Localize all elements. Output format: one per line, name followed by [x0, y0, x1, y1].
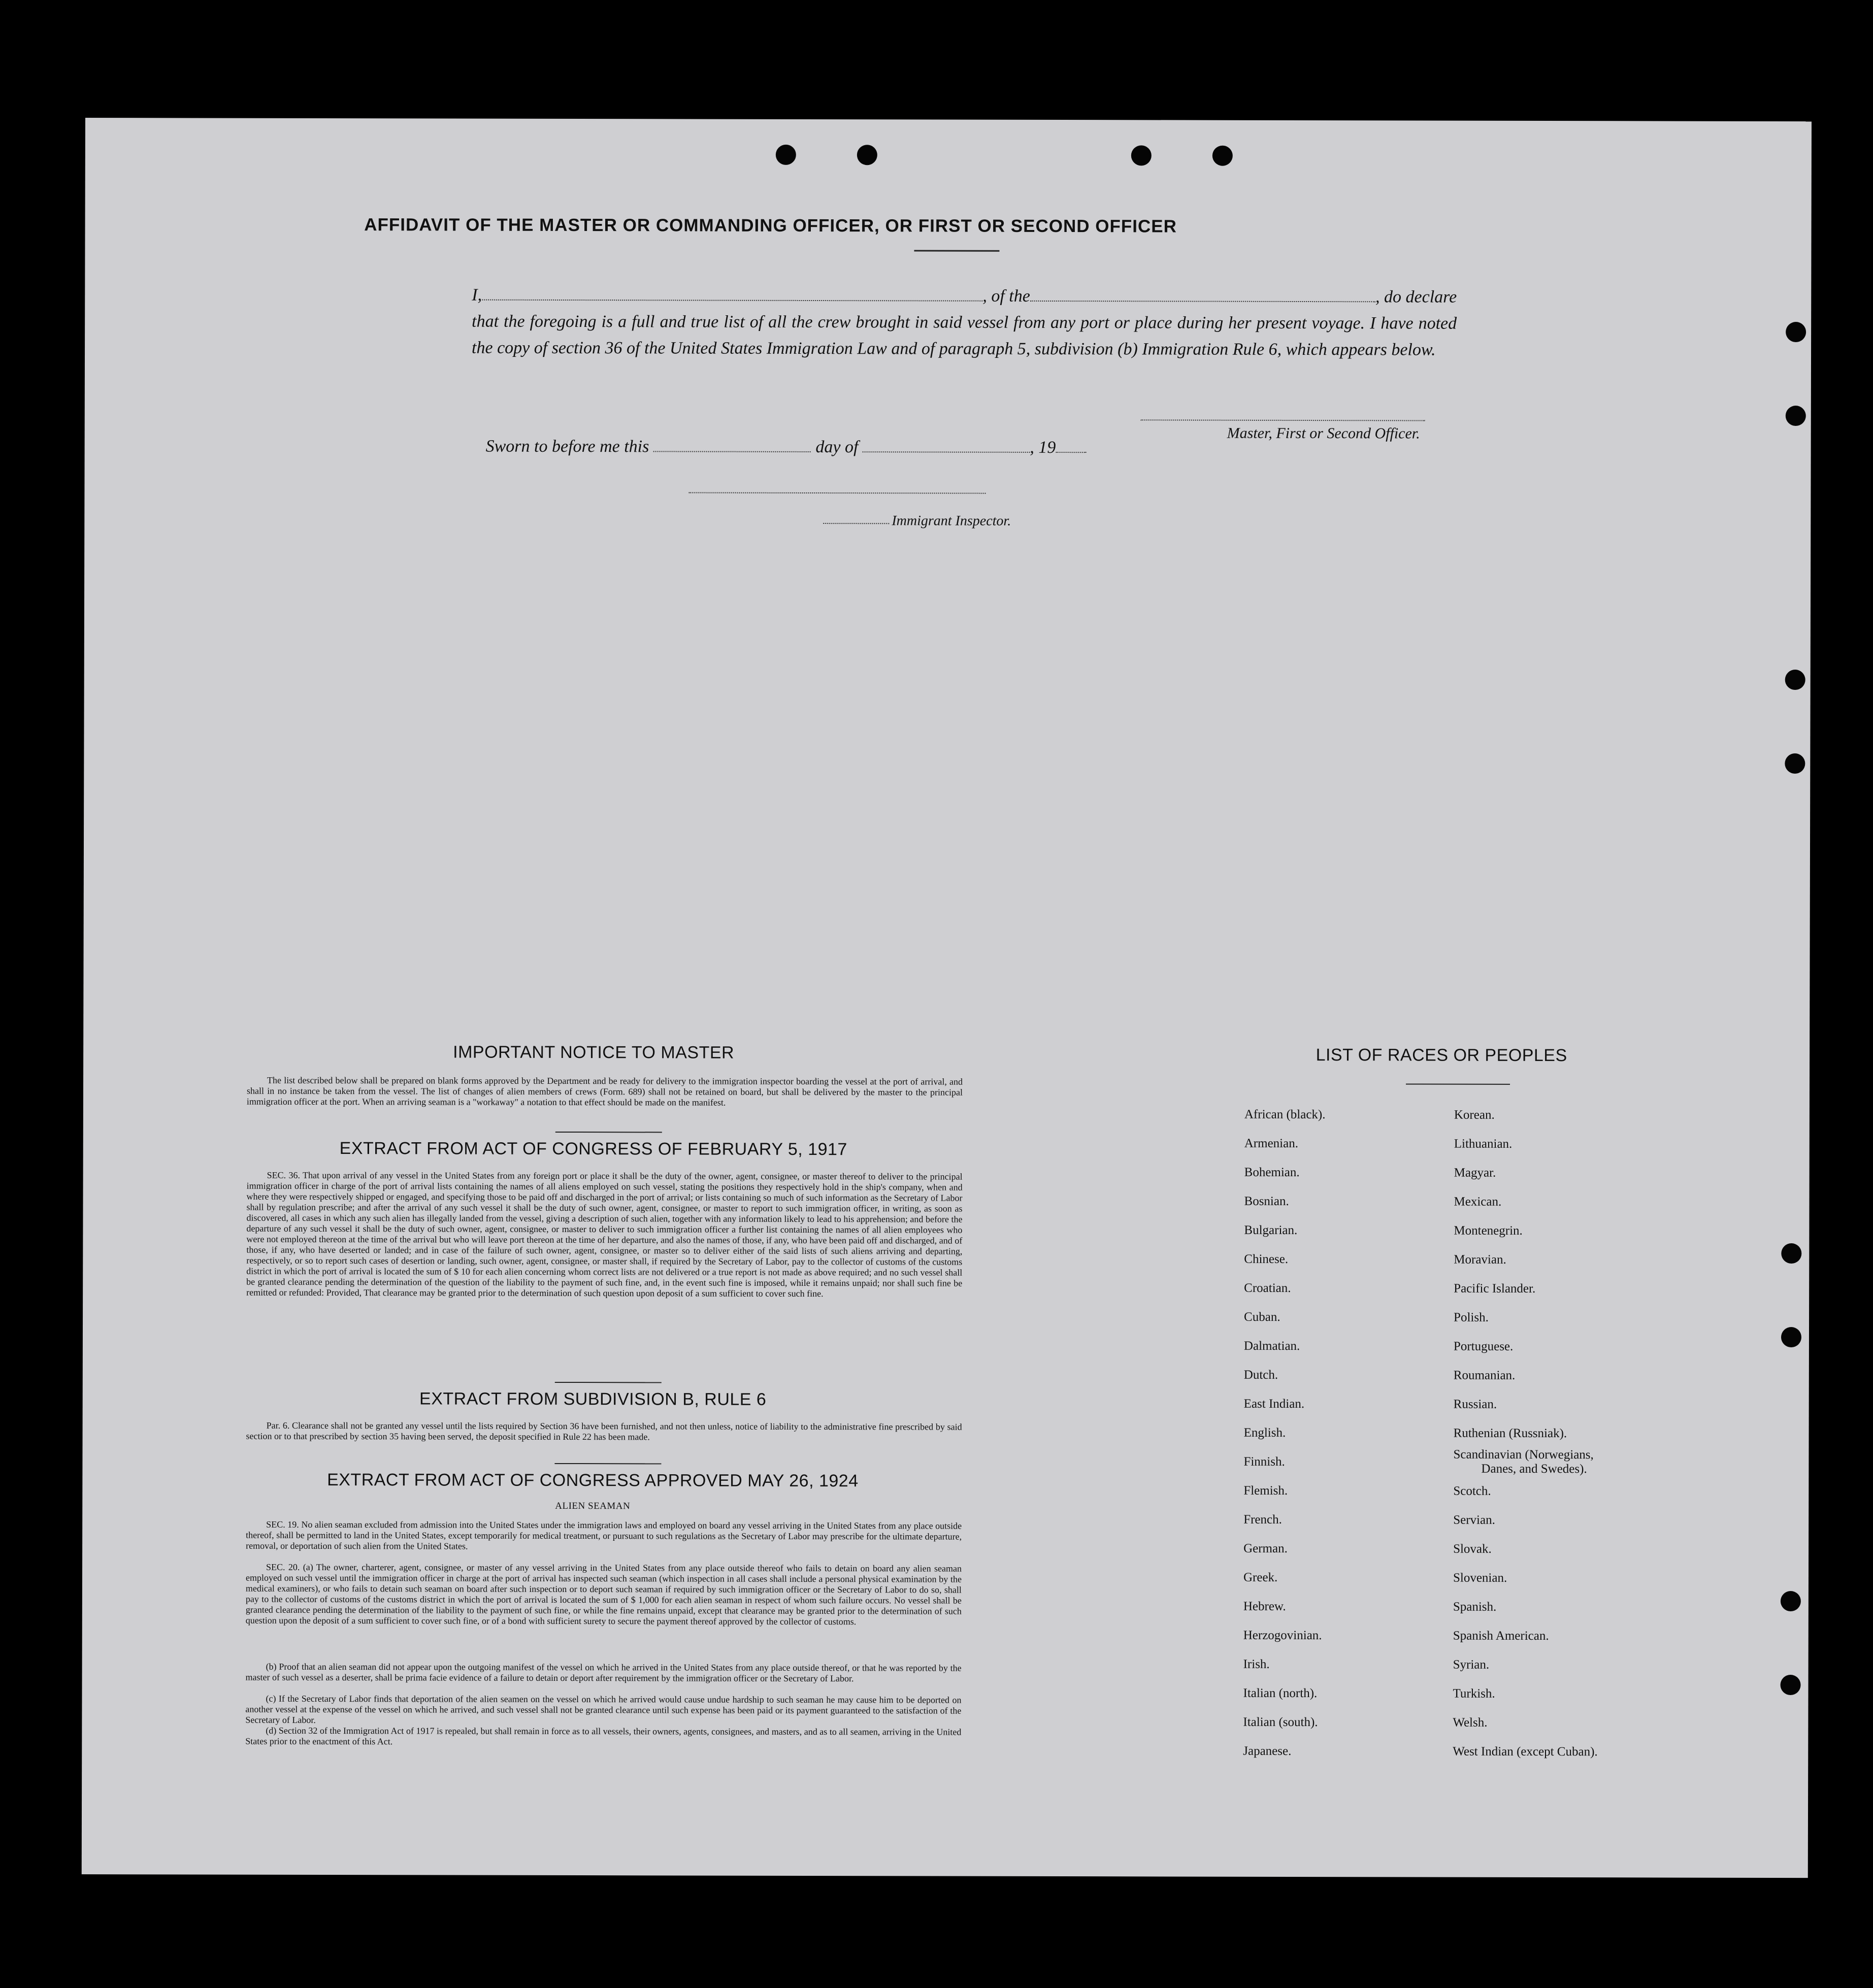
race-item: Moravian. — [1454, 1252, 1506, 1267]
race-item: Flemish. — [1243, 1483, 1288, 1498]
race-item: Hebrew. — [1243, 1599, 1286, 1613]
affidavit-declaration — [472, 282, 1457, 363]
race-item: Russian. — [1453, 1397, 1497, 1411]
sworn-month-blank[interactable] — [862, 440, 1030, 453]
extract-1924-sec20b: (b) Proof that an alien seaman did not appear upon the outgoing manifest of the vessel on which he arrived in the United States from any place outside thereof, or that he was reported by the master of such vessel as a deserter, shall be prima facie evidence of a failure to detain or deport after requirement by the immigration officer or the Secretary of Labor. — [245, 1661, 962, 1684]
races-left-column — [1243, 1100, 1325, 1766]
name-blank[interactable] — [482, 288, 982, 302]
races-title-underline — [1406, 1083, 1510, 1084]
punch-hole — [1785, 670, 1805, 690]
race-item: Irish. — [1243, 1657, 1270, 1671]
inspector-caption: Immigrant Inspector. — [892, 513, 1011, 529]
race-item: Croatian. — [1244, 1281, 1291, 1295]
race-item: Slovak. — [1453, 1542, 1492, 1556]
race-item: Spanish. — [1453, 1600, 1497, 1614]
label-i: I, — [472, 285, 482, 305]
race-item: Finnish. — [1243, 1454, 1285, 1469]
race-item: Portuguese. — [1453, 1339, 1514, 1353]
extract-rule6-title: EXTRACT FROM SUBDIVISION B, RULE 6 — [419, 1389, 767, 1409]
inspector-leader-dots — [823, 522, 889, 524]
race-item: Syrian. — [1453, 1658, 1490, 1672]
race-item: African (black). — [1244, 1107, 1326, 1122]
race-item: Slovenian. — [1453, 1571, 1507, 1585]
race-item: Korean. — [1454, 1108, 1495, 1122]
race-item: Dutch. — [1243, 1368, 1278, 1382]
race-item: Bohemian. — [1244, 1165, 1300, 1180]
punch-hole — [1786, 406, 1806, 426]
document-page — [82, 118, 1812, 1878]
extract-1917-body: SEC. 36. That upon arrival of any vessel in the United States from any foreign port or place it shall be the duty of the owner, agent, consignee, or master thereof to deliver to the principal immigration officer in charge of the port of arrival lists containing the names of all aliens employed on such vessel, stating the positions they respectively hold in the ship's company, when and where they were respectively shipped or engaged, and specifying those to be paid off and discharged in the port of arrival; or lists containing so much of such information as the Secretary of Labor shall by regulation prescribe; and after the arrival of any such vessel it shall be the duty of such owner, agent, consignee, or master to report to such immigration officer, in writing, as soon as discovered, all cases in which any such alien has illegally landed from the vessel, giving a description of such alien, together with any information likely to lead to his apprehension; and before the departure of any such vessel it shall be the duty of such owner, agent, consignee, or master to deliver to such immigration officer a further list containing the names of all alien employees who were not employed thereon at the time of the arrival but who will leave port thereon at the time of her departure, and also the names of those, if any, who have been paid off and discharged, and of those, if any, who have deserted or landed; and in case of the failure of such owner, agent, consignee, or master so to deliver either of the said lists of such aliens arriving and departing, respectively, or so to report such cases of desertion or landing, such owner, agent, consignee, or master shall, if required by the Secretary of Labor, pay to the collector of customs of the customs district in which the port of arrival is located the sum of $ 10 for each alien concerning whom correct lists are not delivered or a true report is not made as above required; and no such vessel shall be granted clearance pending the determination of the question of the liability to the payment of such fine, and, in the event such fine is imposed, while it remains unpaid; nor shall such fine be remitted or refunded: Provided, That clearance may be granted prior to the determination of such question upon deposit of a sum sufficient to cover such fine. — [246, 1170, 963, 1299]
year-label: , 19 — [1030, 438, 1056, 457]
punch-hole — [1781, 1327, 1801, 1347]
master-signature-line[interactable] — [1141, 418, 1425, 421]
extract-1924-sec19: SEC. 19. No alien seaman excluded from admission into the United States under the immigration laws and employed on board any vessel arriving in the United States from any place outside thereof, shall be permitted to land in the United States, except temporarily for medical treatment, or pursuant to such regulations as the Secretary of Labor may prescribe for the ultimate departure, removal, or deportation of such alien from the United States. — [246, 1519, 962, 1551]
race-item: Welsh. — [1453, 1715, 1488, 1730]
section-divider — [554, 1463, 661, 1464]
title-underline — [914, 250, 999, 251]
race-item: Italian (south). — [1243, 1715, 1318, 1730]
section-divider — [555, 1382, 662, 1383]
inspector-signature-line[interactable] — [688, 491, 985, 493]
race-item: Cuban. — [1244, 1310, 1280, 1324]
extract-rule6-body: Par. 6. Clearance shall not be granted any vessel until the lists required by Section 36 have been furnished, and not then unless, notice of liability to the administrative fine prescribed by said section or to that prescribed by section 35 having been served, the deposit specified in Rule 22 has been made. — [246, 1420, 962, 1442]
punch-hole — [1781, 1591, 1801, 1611]
race-item: German. — [1243, 1541, 1288, 1555]
race-item: Montenegrin. — [1454, 1223, 1523, 1238]
master-caption: Master, First or Second Officer. — [1227, 424, 1420, 442]
race-item: Polish. — [1454, 1310, 1489, 1324]
race-item: Japanese. — [1243, 1744, 1292, 1758]
punch-hole — [1786, 322, 1806, 342]
race-item: Magyar. — [1454, 1166, 1496, 1180]
extract-1924-subtitle: ALIEN SEAMAN — [555, 1500, 631, 1512]
race-item: Bosnian. — [1244, 1194, 1289, 1208]
race-item: East Indian. — [1243, 1397, 1305, 1411]
race-item: Spanish American. — [1453, 1629, 1549, 1643]
punch-hole — [1781, 1675, 1801, 1695]
race-item: Bulgarian. — [1244, 1223, 1298, 1238]
label-of-the: , of the — [982, 286, 1030, 306]
race-item: Lithuanian. — [1454, 1137, 1513, 1151]
race-item: Dalmatian. — [1243, 1339, 1300, 1353]
label-declare: , do declare — [1375, 287, 1457, 307]
race-item: Scotch. — [1453, 1484, 1491, 1498]
punch-hole — [857, 145, 877, 165]
race-item: Mexican. — [1454, 1195, 1502, 1209]
races-title: LIST OF RACES OR PEOPLES — [1316, 1045, 1567, 1066]
extract-1917-title: EXTRACT FROM ACT OF CONGRESS OF FEBRUARY 5, 1917 — [339, 1139, 847, 1159]
extract-1924-title: EXTRACT FROM ACT OF CONGRESS APPROVED MAY 26, 1924 — [327, 1470, 859, 1491]
affidavit-title: AFFIDAVIT OF THE MASTER OR COMMANDING OFFICER, OR FIRST OR SECOND OFFICER — [364, 215, 1177, 237]
section-divider — [555, 1132, 662, 1133]
notice-body: The list described below shall be prepared on blank forms approved by the Department and be ready for delivery to the immigration inspector boarding the vessel at the port of arrival, and shall in no instance be taken from the vessel. The list of changes of alien members of crews (Form. 689) shall not be retained on board, but shall be delivered by the master to the principal immigration officer at the port. When an arriving seaman is a "workaway" a notation to that effect should be made on the manifest. — [246, 1075, 963, 1108]
races-right-column — [1453, 1101, 1599, 1767]
race-item — [1453, 1448, 1598, 1477]
punch-hole — [1212, 146, 1233, 166]
punch-hole — [1781, 1243, 1801, 1264]
notice-title: IMPORTANT NOTICE TO MASTER — [453, 1042, 735, 1063]
race-item: Turkish. — [1453, 1686, 1495, 1701]
race-item: French. — [1243, 1512, 1282, 1527]
race-item: Chinese. — [1244, 1252, 1289, 1266]
race-item-line2: Danes, and Swedes). — [1481, 1462, 1587, 1476]
race-item: Pacific Islander. — [1454, 1281, 1536, 1296]
race-item: Greek. — [1243, 1570, 1278, 1584]
punch-hole — [776, 145, 796, 165]
race-item: Servian. — [1453, 1513, 1495, 1527]
vessel-blank[interactable] — [1030, 289, 1375, 302]
race-item: Roumanian. — [1453, 1368, 1516, 1382]
declaration-body: that the foregoing is a full and true list of all the crew brought in said vessel from any port or place during her present voyage. I have noted the copy of section 36 of the United States Immigration Law and of paragraph 5, subdivision (b) Immigration Rule 6, which appears below. — [472, 312, 1457, 359]
punch-hole — [1785, 753, 1805, 774]
race-item: Herzogovinian. — [1243, 1628, 1322, 1643]
race-item-line1: Scandinavian (Norwegians, — [1453, 1447, 1594, 1462]
sworn-day-blank[interactable] — [653, 440, 810, 452]
race-item: West Indian (except Cuban). — [1453, 1744, 1598, 1759]
race-item: English. — [1243, 1426, 1286, 1440]
sworn-year-blank[interactable] — [1056, 441, 1086, 453]
declaration-first-line — [472, 282, 1457, 311]
extract-1924-sec20c: (c) If the Secretary of Labor finds that deportation of the alien seamen on the vessel on which he arrived would cause undue hardship to such seaman he may cause him to be deported on another vessel at the expense of the vessel on which he arrived, and such vessel shall not be granted clearance until such expense has been paid or its payment guaranteed to the satisfaction of the Secretary of Labor. — [245, 1693, 962, 1725]
punch-hole — [1131, 145, 1152, 165]
sworn-line — [486, 434, 1197, 461]
extract-1924-sec20d: (d) Section 32 of the Immigration Act of 1917 is repealed, but shall remain in force as to all vessels, their owners, agents, consignees, and masters, and as to all seamen, arriving in the United States prior to the enactment of this Act. — [245, 1725, 962, 1747]
race-item: Armenian. — [1244, 1136, 1299, 1151]
sworn-label: Sworn to before me this — [485, 437, 649, 456]
race-item: Ruthenian (Russniak). — [1453, 1426, 1567, 1441]
race-item: Italian (north). — [1243, 1686, 1318, 1701]
extract-1924-sec20a: SEC. 20. (a) The owner, charterer, agent, consignee, or master of any vessel arriving in the United States from any place outside thereof who fails to detain on board any alien seaman employed on such vessel until the immigration officer in charge at the port of arrival has inspected such seaman (which inspection in all cases shall include a personal physical examination by the medical examiners), or who fails to detain such seaman on board after such inspection or to deport such seaman if required by such immigration officer or the Secretary of Labor to do so, shall pay to the collector of customs of the customs district in which the port of arrival is located the sum of $ 1,000 for each alien seaman in respect of whom such failure occurs. No vessel shall be granted clearance pending the determination of the liability to the payment of such fine, or while the fine remains unpaid, except that clearance may be granted prior to the determination of such question upon the deposit of a sum sufficient to cover such fine, or of a bond with sufficient surety to secure the payment thereof approved by the collector of customs. — [245, 1562, 962, 1627]
day-of-label: day of — [815, 438, 859, 457]
